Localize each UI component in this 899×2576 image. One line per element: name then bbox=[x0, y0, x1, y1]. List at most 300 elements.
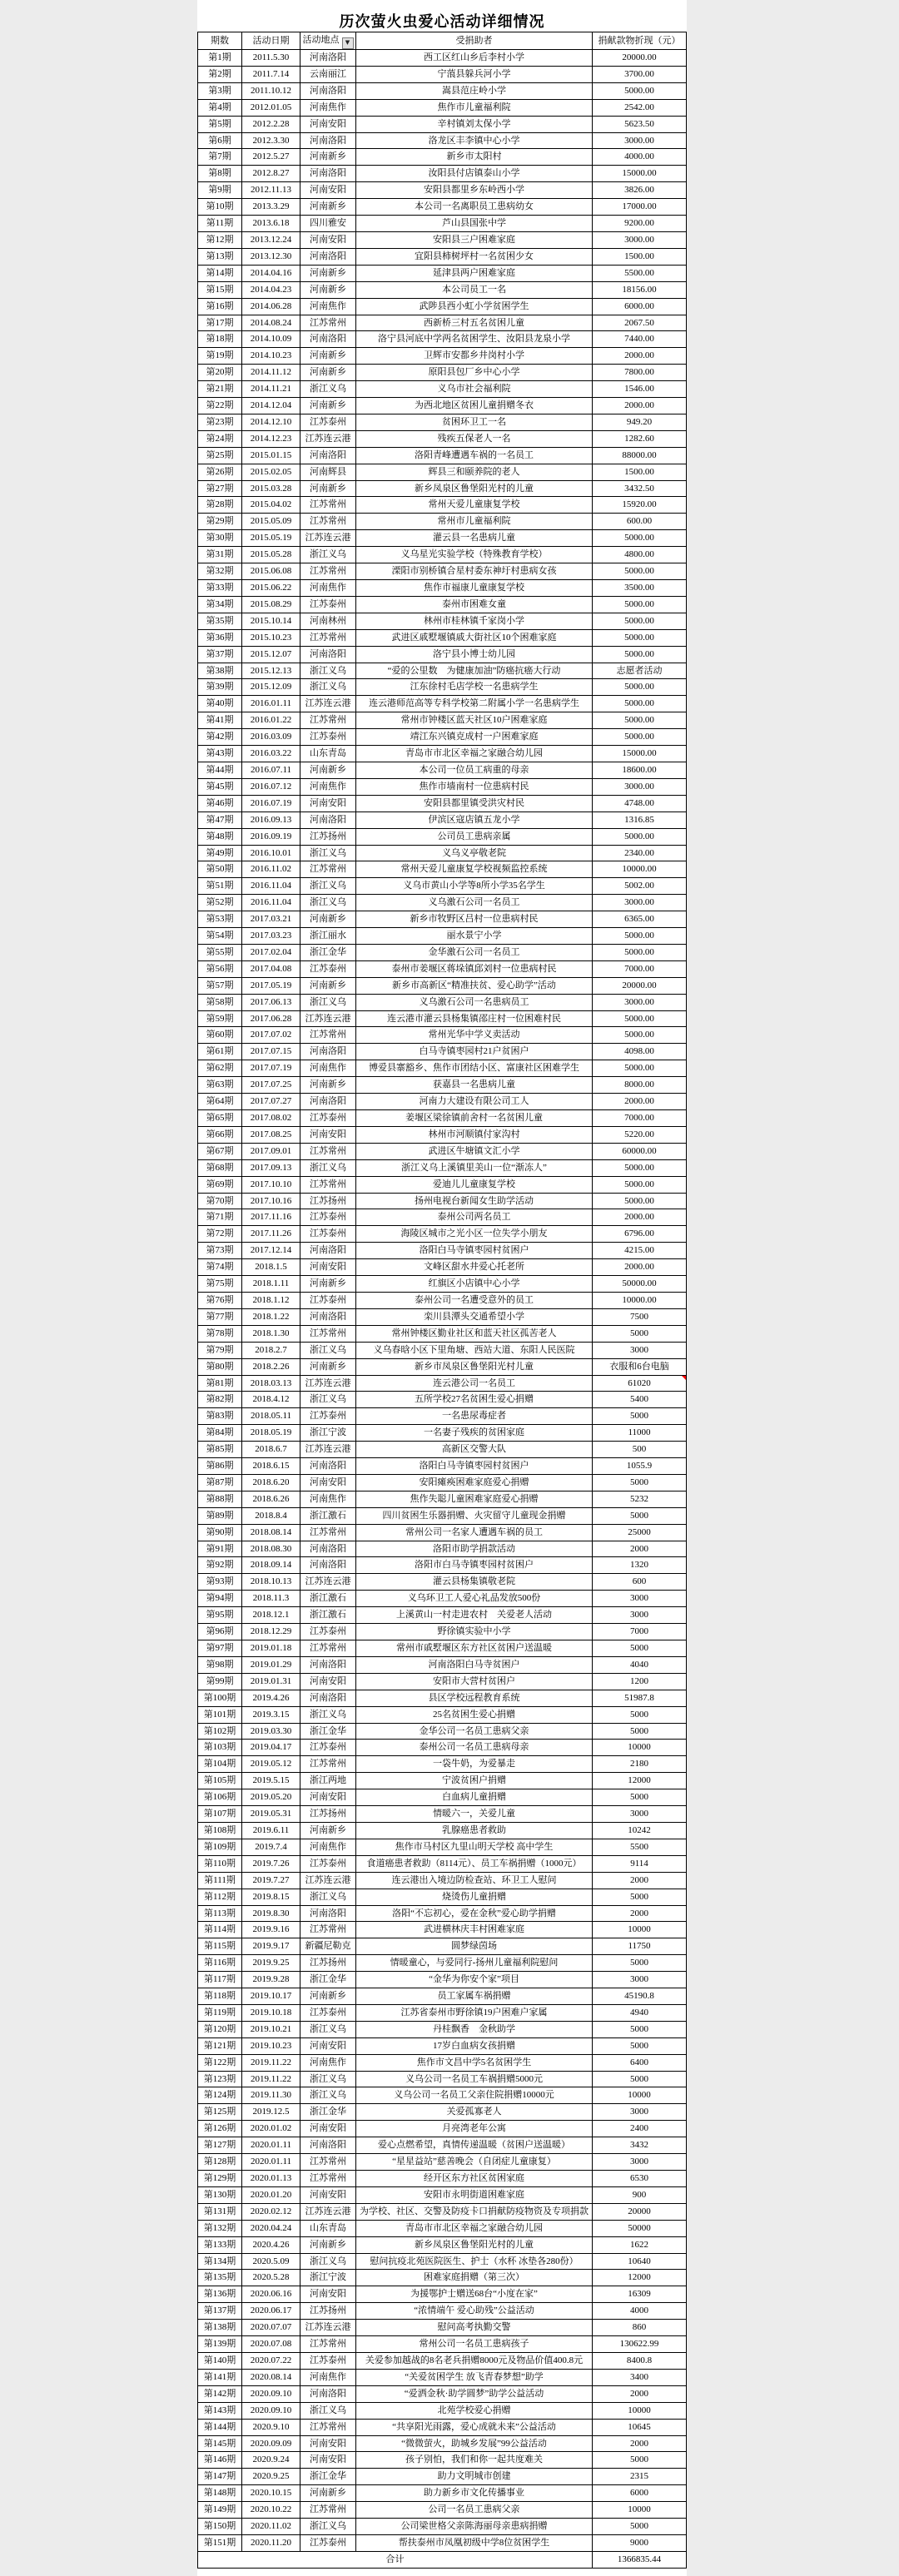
period-cell: 第80期 bbox=[198, 1358, 242, 1375]
date-cell: 2020.06.17 bbox=[242, 2303, 300, 2320]
period-cell: 第91期 bbox=[198, 1541, 242, 1557]
location-cell: 江苏连云港 bbox=[300, 1872, 356, 1889]
period-cell: 第57期 bbox=[198, 977, 242, 994]
location-cell: 河南洛阳 bbox=[300, 1557, 356, 1574]
col-header-label: 期数 bbox=[211, 36, 229, 46]
table-row bbox=[198, 149, 687, 166]
location-cell: 河南焦作 bbox=[300, 99, 356, 116]
period-cell: 第84期 bbox=[198, 1425, 242, 1442]
table-row bbox=[198, 348, 687, 365]
date-cell: 2017.09.01 bbox=[242, 1143, 300, 1159]
period-cell: 第101期 bbox=[198, 1706, 242, 1723]
period-cell: 第25期 bbox=[198, 447, 242, 464]
period-cell: 第151期 bbox=[198, 2534, 242, 2551]
location-cell: 江苏连云港 bbox=[300, 1442, 356, 1458]
table-row bbox=[198, 1110, 687, 1127]
period-cell: 第125期 bbox=[198, 2104, 242, 2121]
recipient-cell: 常州光华中学义卖活动 bbox=[356, 1027, 593, 1044]
table-row bbox=[198, 679, 687, 696]
amount-cell: 5000 bbox=[593, 1474, 687, 1491]
table-row bbox=[198, 960, 687, 977]
table-row bbox=[198, 430, 687, 447]
recipient-cell: 慰问高考执勤交警 bbox=[356, 2320, 593, 2336]
location-cell: 浙江金华 bbox=[300, 1972, 356, 1988]
chevron-down-icon: ▼ bbox=[345, 39, 350, 46]
amount-cell: 25000 bbox=[593, 1524, 687, 1541]
date-cell: 2018.6.15 bbox=[242, 1458, 300, 1475]
location-cell: 河南洛阳 bbox=[300, 50, 356, 67]
recipient-cell: 泰州市姜堰区蒋垛镇邱刘村一位患病村民 bbox=[356, 960, 593, 977]
recipient-cell: 泰州公司一名遭受意外的员工 bbox=[356, 1292, 593, 1308]
location-cell: 江苏泰州 bbox=[300, 960, 356, 977]
recipient-cell: 焦作市儿童福利院 bbox=[356, 99, 593, 116]
date-cell: 2014.04.16 bbox=[242, 265, 300, 281]
period-cell: 第50期 bbox=[198, 861, 242, 878]
table-row bbox=[198, 182, 687, 199]
date-cell: 2016.11.02 bbox=[242, 861, 300, 878]
location-cell: 浙江金华 bbox=[300, 2104, 356, 2121]
table-row bbox=[198, 2469, 687, 2485]
table-row bbox=[198, 1193, 687, 1209]
table-row bbox=[198, 216, 687, 232]
recipient-cell: 贫困环卫工一名 bbox=[356, 414, 593, 430]
period-cell: 第42期 bbox=[198, 729, 242, 746]
amount-cell: 88000.00 bbox=[593, 447, 687, 464]
amount-cell: 45190.8 bbox=[593, 1988, 687, 2005]
recipient-cell: 金华公司一名员工患病父亲 bbox=[356, 1723, 593, 1740]
table-row bbox=[198, 1358, 687, 1375]
location-cell: 河南洛阳 bbox=[300, 166, 356, 182]
location-cell: 河南洛阳 bbox=[300, 1044, 356, 1060]
period-cell: 第65期 bbox=[198, 1110, 242, 1127]
recipient-cell: 焦作市墙南村一位患病村民 bbox=[356, 778, 593, 795]
table-row bbox=[198, 414, 687, 430]
location-cell: 河南洛阳 bbox=[300, 1541, 356, 1557]
autofilter-dropdown-button[interactable] bbox=[342, 37, 354, 49]
table-row bbox=[198, 1474, 687, 1491]
location-cell: 浙江义乌 bbox=[300, 1159, 356, 1176]
period-cell: 第129期 bbox=[198, 2171, 242, 2187]
table-row bbox=[198, 2121, 687, 2137]
location-cell: 河南安阳 bbox=[300, 182, 356, 199]
table-row bbox=[198, 50, 687, 67]
date-cell: 2017.06.28 bbox=[242, 1010, 300, 1027]
recipient-cell: “微微萤火，助城乡发展”99公益活动 bbox=[356, 2435, 593, 2452]
amount-cell: 600 bbox=[593, 1574, 687, 1591]
period-cell: 第59期 bbox=[198, 1010, 242, 1027]
period-cell: 第76期 bbox=[198, 1292, 242, 1308]
recipient-cell: 泰州公司一名员工患病母亲 bbox=[356, 1740, 593, 1756]
location-cell: 河南辉县 bbox=[300, 464, 356, 480]
period-cell: 第123期 bbox=[198, 2071, 242, 2087]
table-row bbox=[198, 1591, 687, 1607]
period-cell: 第117期 bbox=[198, 1972, 242, 1988]
period-cell: 第148期 bbox=[198, 2485, 242, 2502]
period-cell: 第88期 bbox=[198, 1491, 242, 1507]
recipient-cell: 野徐镇实验中小学 bbox=[356, 1624, 593, 1640]
recipient-cell: 江东徐村毛店学校一名患病学生 bbox=[356, 679, 593, 696]
recipient-cell: 安阳市大营村贫困户 bbox=[356, 1673, 593, 1690]
date-cell: 2017.07.27 bbox=[242, 1094, 300, 1110]
location-cell: 江苏泰州 bbox=[300, 1209, 356, 1226]
period-cell: 第135期 bbox=[198, 2270, 242, 2286]
amount-cell: 5000 bbox=[593, 2071, 687, 2087]
location-cell: 江苏泰州 bbox=[300, 2004, 356, 2021]
amount-cell: 10000 bbox=[593, 2087, 687, 2104]
table-row bbox=[198, 365, 687, 381]
amount-cell: 20000.00 bbox=[593, 50, 687, 67]
amount-cell: 3000 bbox=[593, 1972, 687, 1988]
date-cell: 2012.11.13 bbox=[242, 182, 300, 199]
period-cell: 第23期 bbox=[198, 414, 242, 430]
date-cell: 2019.6.11 bbox=[242, 1822, 300, 1839]
location-cell: 河南洛阳 bbox=[300, 447, 356, 464]
amount-cell: 8400.8 bbox=[593, 2352, 687, 2369]
table-row bbox=[198, 1607, 687, 1624]
recipient-cell: 泰州公司两名员工 bbox=[356, 1209, 593, 1226]
period-cell: 第93期 bbox=[198, 1574, 242, 1591]
spreadsheet-sheet bbox=[197, 0, 687, 2576]
date-cell: 2011.5.30 bbox=[242, 50, 300, 67]
amount-cell: 1055.9 bbox=[593, 1458, 687, 1475]
date-cell: 2015.12.09 bbox=[242, 679, 300, 696]
table-row bbox=[198, 828, 687, 845]
recipient-cell: 武进区牛塘镇文汇小学 bbox=[356, 1143, 593, 1159]
date-cell: 2015.10.14 bbox=[242, 613, 300, 629]
period-cell: 第11期 bbox=[198, 216, 242, 232]
period-cell: 第131期 bbox=[198, 2203, 242, 2220]
date-cell: 2019.3.15 bbox=[242, 1706, 300, 1723]
period-cell: 第2期 bbox=[198, 66, 242, 82]
location-cell: 河南安阳 bbox=[300, 1789, 356, 1806]
recipient-cell: 林州市河顺镇付家沟村 bbox=[356, 1126, 593, 1143]
table-row bbox=[198, 1458, 687, 1475]
recipient-cell: 洛阳青峰遭遇车祸的一名员工 bbox=[356, 447, 593, 464]
period-cell: 第126期 bbox=[198, 2121, 242, 2137]
recipient-cell: 义乌市黄山小学等8所小学35名学生 bbox=[356, 878, 593, 895]
recipient-cell: 洛宁县河底中学两名贫困学生、汝阳县龙泉小学 bbox=[356, 331, 593, 348]
recipient-cell: 连云港出入境边防检查站、环卫工人慰问 bbox=[356, 1872, 593, 1889]
date-cell: 2015.12.13 bbox=[242, 663, 300, 679]
table-row bbox=[198, 1375, 687, 1392]
date-cell: 2020.04.24 bbox=[242, 2220, 300, 2236]
amount-cell: 2000 bbox=[593, 2385, 687, 2402]
location-cell: 河南洛阳 bbox=[300, 1690, 356, 1706]
amount-cell: 4800.00 bbox=[593, 547, 687, 563]
recipient-cell: 上溪黄山一村走进农村 关爱老人活动 bbox=[356, 1607, 593, 1624]
table-row bbox=[198, 331, 687, 348]
col-header-label: 受捐助者 bbox=[455, 36, 493, 46]
table-row bbox=[198, 1789, 687, 1806]
table-row bbox=[198, 1491, 687, 1507]
date-cell: 2015.10.23 bbox=[242, 629, 300, 646]
period-cell: 第40期 bbox=[198, 696, 242, 712]
period-cell: 第47期 bbox=[198, 812, 242, 828]
table-row bbox=[198, 977, 687, 994]
location-cell: 浙江义乌 bbox=[300, 994, 356, 1010]
amount-cell: 5000.00 bbox=[593, 563, 687, 580]
recipient-cell: 扬州电视台新闻女生助学活动 bbox=[356, 1193, 593, 1209]
period-cell: 第98期 bbox=[198, 1656, 242, 1673]
location-cell: 河南焦作 bbox=[300, 778, 356, 795]
amount-cell: 3000 bbox=[593, 2154, 687, 2171]
date-cell: 2016.07.19 bbox=[242, 795, 300, 812]
col-header-label: 活动地点 bbox=[302, 35, 340, 45]
period-cell: 第62期 bbox=[198, 1060, 242, 1077]
recipient-cell: 公司一名员工患病父亲 bbox=[356, 2502, 593, 2519]
amount-cell: 3000 bbox=[593, 1806, 687, 1823]
period-cell: 第106期 bbox=[198, 1789, 242, 1806]
recipient-cell: 新乡凤泉区鲁堡阳光村的儿童 bbox=[356, 2236, 593, 2253]
amount-cell: 4215.00 bbox=[593, 1243, 687, 1259]
date-cell: 2016.10.01 bbox=[242, 845, 300, 861]
table-row bbox=[198, 2236, 687, 2253]
location-cell: 河南新乡 bbox=[300, 398, 356, 414]
period-cell: 第13期 bbox=[198, 248, 242, 265]
period-cell: 第16期 bbox=[198, 298, 242, 315]
location-cell: 河南新乡 bbox=[300, 365, 356, 381]
table-row bbox=[198, 696, 687, 712]
date-cell: 2019.12.5 bbox=[242, 2104, 300, 2121]
date-cell: 2016.03.09 bbox=[242, 729, 300, 746]
recipient-cell: 延津县两户困难家庭 bbox=[356, 265, 593, 281]
period-cell: 第96期 bbox=[198, 1624, 242, 1640]
location-cell: 江苏常州 bbox=[300, 1922, 356, 1938]
date-cell: 2018.08.30 bbox=[242, 1541, 300, 1557]
table-row bbox=[198, 2071, 687, 2087]
period-cell: 第8期 bbox=[198, 166, 242, 182]
amount-cell: 5232 bbox=[593, 1491, 687, 1507]
location-cell: 河南新乡 bbox=[300, 1077, 356, 1094]
location-cell: 浙江义乌 bbox=[300, 2402, 356, 2419]
recipient-cell: 义乌义亭敬老院 bbox=[356, 845, 593, 861]
recipient-cell: 博爱县寨豁乡、焦作市团结小区、富康社区困难学生 bbox=[356, 1060, 593, 1077]
col-header-period bbox=[198, 32, 242, 50]
recipient-cell: 丹桂飘香 金秋助学 bbox=[356, 2021, 593, 2037]
recipient-cell: 公司梁世格父亲陈海丽母亲患病捐赠 bbox=[356, 2519, 593, 2535]
total-row bbox=[198, 2551, 687, 2568]
page-title: 历次萤火虫爱心活动详细情况 bbox=[339, 13, 545, 30]
amount-cell: 18156.00 bbox=[593, 281, 687, 298]
table-row bbox=[198, 2087, 687, 2104]
period-cell: 第94期 bbox=[198, 1591, 242, 1607]
amount-cell: 3000 bbox=[593, 2104, 687, 2121]
amount-cell: 51987.8 bbox=[593, 1690, 687, 1706]
amount-cell: 860 bbox=[593, 2320, 687, 2336]
period-cell: 第20期 bbox=[198, 365, 242, 381]
table-row bbox=[198, 1044, 687, 1060]
period-cell: 第122期 bbox=[198, 2054, 242, 2071]
recipient-cell: 武进横林庆丰村困难家庭 bbox=[356, 1922, 593, 1938]
recipient-cell: 义乌春晗小区下里角塘、西站大道、东阳人民医院 bbox=[356, 1342, 593, 1358]
location-cell: 新疆尼勒克 bbox=[300, 1938, 356, 1955]
recipient-cell: “共享阳光雨露，爱心成就未来”公益活动 bbox=[356, 2419, 593, 2435]
recipient-cell: 焦作市文昌中学5名贫困学生 bbox=[356, 2054, 593, 2071]
date-cell: 2019.7.27 bbox=[242, 1872, 300, 1889]
donations-table bbox=[197, 32, 687, 2569]
amount-cell: 900 bbox=[593, 2186, 687, 2203]
table-row bbox=[198, 1706, 687, 1723]
location-cell: 江苏泰州 bbox=[300, 414, 356, 430]
location-cell: 江苏泰州 bbox=[300, 1110, 356, 1127]
location-cell: 浙江两地 bbox=[300, 1773, 356, 1789]
table-row bbox=[198, 1889, 687, 1905]
date-cell: 2020.09.10 bbox=[242, 2385, 300, 2402]
location-cell: 河南安阳 bbox=[300, 2037, 356, 2054]
table-row bbox=[198, 1077, 687, 1094]
location-cell: 河南洛阳 bbox=[300, 82, 356, 99]
period-cell: 第113期 bbox=[198, 1905, 242, 1922]
amount-cell: 2067.50 bbox=[593, 315, 687, 331]
table-row bbox=[198, 1010, 687, 1027]
period-cell: 第26期 bbox=[198, 464, 242, 480]
table-row bbox=[198, 2220, 687, 2236]
amount-cell: 500 bbox=[593, 1442, 687, 1458]
table-row bbox=[198, 1060, 687, 1077]
recipient-cell: “爱洒金秋·助学圆梦”助学公益活动 bbox=[356, 2385, 593, 2402]
recipient-cell: 关爱孤寡老人 bbox=[356, 2104, 593, 2121]
period-cell: 第54期 bbox=[198, 928, 242, 945]
location-cell: 河南洛阳 bbox=[300, 2137, 356, 2154]
table-row bbox=[198, 199, 687, 216]
amount-cell: 2000 bbox=[593, 1872, 687, 1889]
location-cell: 浙江义乌 bbox=[300, 547, 356, 563]
date-cell: 2019.4.26 bbox=[242, 1690, 300, 1706]
date-cell: 2020.02.12 bbox=[242, 2203, 300, 2220]
date-cell: 2016.07.11 bbox=[242, 762, 300, 778]
amount-cell: 志愿者活动 bbox=[593, 663, 687, 679]
table-row bbox=[198, 1557, 687, 1574]
col-header-label: 捐献款物折现（元） bbox=[598, 36, 681, 46]
recipient-cell: “爱的公里数 为健康加油”防癌抗癌大行动 bbox=[356, 663, 593, 679]
date-cell: 2020.01.20 bbox=[242, 2186, 300, 2203]
amount-cell: 5500.00 bbox=[593, 265, 687, 281]
period-cell: 第30期 bbox=[198, 530, 242, 547]
location-cell: 山东青岛 bbox=[300, 2220, 356, 2236]
amount-cell: 3000 bbox=[593, 1591, 687, 1607]
location-cell: 河南洛阳 bbox=[300, 248, 356, 265]
recipient-cell: 常州钟楼区勤业社区和蓝天社区孤苦老人 bbox=[356, 1325, 593, 1342]
recipient-cell: 原阳县包厂乡中心小学 bbox=[356, 365, 593, 381]
period-cell: 第137期 bbox=[198, 2303, 242, 2320]
recipient-cell: 安阳瘫痪困难家庭爱心捐赠 bbox=[356, 1474, 593, 1491]
location-cell: 河南安阳 bbox=[300, 1259, 356, 1276]
period-cell: 第150期 bbox=[198, 2519, 242, 2535]
amount-cell: 5000 bbox=[593, 2519, 687, 2535]
amount-cell: 5000.00 bbox=[593, 1027, 687, 1044]
date-cell: 2017.06.13 bbox=[242, 994, 300, 1010]
amount-cell: 949.20 bbox=[593, 414, 687, 430]
amount-cell: 5000 bbox=[593, 1789, 687, 1806]
period-cell: 第79期 bbox=[198, 1342, 242, 1358]
recipient-cell: 助力文明城市创建 bbox=[356, 2469, 593, 2485]
amount-cell: 6796.00 bbox=[593, 1226, 687, 1243]
table-row bbox=[198, 447, 687, 464]
date-cell: 2011.10.12 bbox=[242, 82, 300, 99]
period-cell: 第41期 bbox=[198, 712, 242, 729]
period-cell: 第49期 bbox=[198, 845, 242, 861]
recipient-cell: 25名贫困生爱心捐赠 bbox=[356, 1706, 593, 1723]
date-cell: 2017.10.10 bbox=[242, 1176, 300, 1193]
amount-cell: 5000.00 bbox=[593, 1060, 687, 1077]
table-row bbox=[198, 1922, 687, 1938]
date-cell: 2019.9.16 bbox=[242, 1922, 300, 1938]
period-cell: 第95期 bbox=[198, 1607, 242, 1624]
period-cell: 第22期 bbox=[198, 398, 242, 414]
location-cell: 河南新乡 bbox=[300, 2485, 356, 2502]
amount-cell: 6365.00 bbox=[593, 911, 687, 928]
location-cell: 浙江激石 bbox=[300, 1607, 356, 1624]
table-row bbox=[198, 1325, 687, 1342]
table-row bbox=[198, 812, 687, 828]
recipient-cell: 常州市戚墅堰区东方社区贫困户送温暖 bbox=[356, 1640, 593, 1657]
period-cell: 第114期 bbox=[198, 1922, 242, 1938]
recipient-cell: 帮扶泰州市凤凰初级中学8位贫困学生 bbox=[356, 2534, 593, 2551]
table-row bbox=[198, 646, 687, 663]
period-cell: 第107期 bbox=[198, 1806, 242, 1823]
location-cell: 河南新乡 bbox=[300, 348, 356, 365]
recipient-cell: 西新桥三村五名贫困儿童 bbox=[356, 315, 593, 331]
period-cell: 第92期 bbox=[198, 1557, 242, 1574]
table-row bbox=[198, 1806, 687, 1823]
period-cell: 第90期 bbox=[198, 1524, 242, 1541]
recipient-cell: 孩子别怕，我们和你一起共度难关 bbox=[356, 2452, 593, 2469]
period-cell: 第7期 bbox=[198, 149, 242, 166]
location-cell: 河南安阳 bbox=[300, 2121, 356, 2137]
table-row bbox=[198, 795, 687, 812]
recipient-cell: 连云港市灌云县杨集镇邵庄村一位困难村民 bbox=[356, 1010, 593, 1027]
recipient-cell: 嵩县范庄岭小学 bbox=[356, 82, 593, 99]
amount-cell: 10000 bbox=[593, 2502, 687, 2519]
amount-cell: 5400 bbox=[593, 1392, 687, 1408]
table-row bbox=[198, 2270, 687, 2286]
period-cell: 第52期 bbox=[198, 895, 242, 911]
recipient-cell: 金华激石公司一名员工 bbox=[356, 944, 593, 960]
amount-cell: 11000 bbox=[593, 1425, 687, 1442]
period-cell: 第104期 bbox=[198, 1756, 242, 1773]
recipient-cell: 宁波贫困户捐赠 bbox=[356, 1773, 593, 1789]
table-row bbox=[198, 563, 687, 580]
table-row bbox=[198, 2286, 687, 2303]
recipient-cell: 泰州市困难女童 bbox=[356, 596, 593, 613]
period-cell: 第28期 bbox=[198, 497, 242, 514]
date-cell: 2018.10.13 bbox=[242, 1574, 300, 1591]
amount-cell: 5000.00 bbox=[593, 712, 687, 729]
period-cell: 第141期 bbox=[198, 2369, 242, 2385]
recipient-cell: 灌云县一名患病儿童 bbox=[356, 530, 593, 547]
date-cell: 2015.03.28 bbox=[242, 480, 300, 497]
date-cell: 2015.05.19 bbox=[242, 530, 300, 547]
cell-comment-marker-icon bbox=[682, 1376, 686, 1380]
table-row bbox=[198, 248, 687, 265]
table-row bbox=[198, 845, 687, 861]
date-cell: 2018.2.7 bbox=[242, 1342, 300, 1358]
table-row bbox=[198, 911, 687, 928]
table-row bbox=[198, 1308, 687, 1325]
location-cell: 江苏泰州 bbox=[300, 2534, 356, 2551]
amount-cell: 1200 bbox=[593, 1673, 687, 1690]
date-cell: 2014.11.12 bbox=[242, 365, 300, 381]
date-cell: 2016.09.19 bbox=[242, 828, 300, 845]
period-cell: 第111期 bbox=[198, 1872, 242, 1889]
period-cell: 第14期 bbox=[198, 265, 242, 281]
period-cell: 第74期 bbox=[198, 1259, 242, 1276]
period-cell: 第21期 bbox=[198, 381, 242, 398]
period-cell: 第5期 bbox=[198, 116, 242, 132]
table-row bbox=[198, 1938, 687, 1955]
amount-cell: 4940 bbox=[593, 2004, 687, 2021]
date-cell: 2020.07.08 bbox=[242, 2336, 300, 2353]
